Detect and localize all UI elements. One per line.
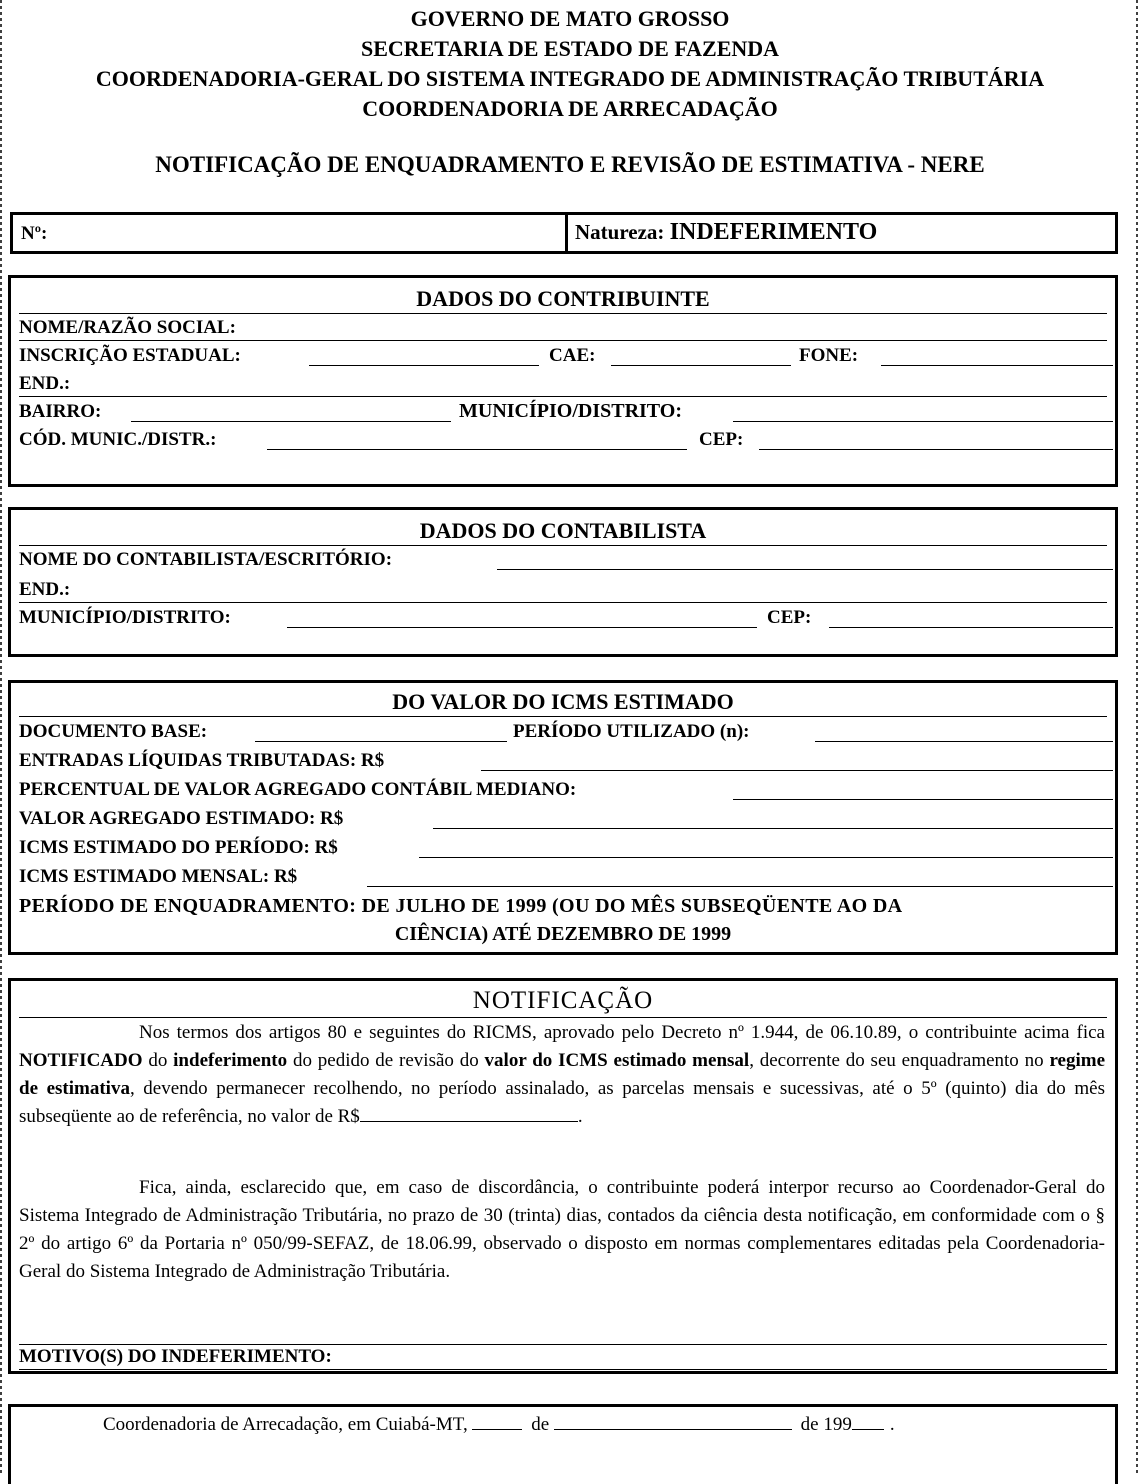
periodo-utilizado-label: PERÍODO UTILIZADO (n): <box>513 721 750 742</box>
contabilista-heading: DADOS DO CONTABILISTA <box>419 518 707 543</box>
number-field[interactable] <box>13 215 568 251</box>
motivo-label: MOTIVO(S) DO INDEFERIMENTO: <box>19 1346 332 1367</box>
municipio-label: MUNICÍPIO/DISTRITO: <box>459 400 682 422</box>
doc-base-row[interactable] <box>19 719 1107 744</box>
bairro-label: BAIRRO: <box>19 401 102 422</box>
icms-mensal-row[interactable] <box>19 864 1107 889</box>
header-line-4: COORDENADORIA DE ARRECADAÇÃO <box>362 96 778 121</box>
entradas-row[interactable] <box>19 748 1107 773</box>
number-label: Nº: <box>21 223 48 244</box>
footer-line <box>103 1413 895 1436</box>
footer-place: Coordenadoria de Arrecadação, em Cuiabá-MT, <box>103 1414 468 1435</box>
end-row[interactable] <box>19 371 1107 397</box>
icms-periodo-row[interactable] <box>19 835 1107 860</box>
contribuinte-section <box>8 275 1118 487</box>
header-line-1: GOVERNO DE MATO GROSSO <box>410 6 730 31</box>
cod-row[interactable] <box>19 427 1107 452</box>
contabilista-end-label: END.: <box>19 579 71 600</box>
cae-label: CAE: <box>549 345 596 366</box>
document-title: NOTIFICAÇÃO DE ENQUADRAMENTO E REVISÃO DE ESTIMATIVA - NERE <box>155 152 985 177</box>
month-blank[interactable] <box>554 1413 792 1430</box>
cep-label: CEP: <box>699 429 744 450</box>
valor-agregado-row[interactable] <box>19 806 1107 831</box>
icms-heading: DO VALOR DO ICMS ESTIMADO <box>392 689 734 714</box>
motivo-row[interactable] <box>19 1344 1107 1370</box>
nature-field <box>575 219 877 246</box>
icms-section <box>8 680 1118 955</box>
contabilista-municipio-label: MUNICÍPIO/DISTRITO: <box>19 607 231 628</box>
icms-mensal-label: ICMS ESTIMADO MENSAL: R$ <box>19 866 298 887</box>
inscricao-row[interactable] <box>19 343 1107 368</box>
fone-label: FONE: <box>799 345 859 366</box>
contabilista-section <box>8 507 1118 657</box>
end-label: END.: <box>19 373 71 394</box>
bairro-row[interactable] <box>19 399 1107 424</box>
icms-periodo-label: ICMS ESTIMADO DO PERÍODO: R$ <box>19 837 338 858</box>
doc-base-label: DOCUMENTO BASE: <box>19 721 208 742</box>
contabilista-end-row[interactable] <box>19 577 1107 603</box>
notificacao-paragraph-2: Fica, ainda, esclarecido que, em caso de discordância, o contribuinte poderá interpor recurso ao Coordenador-Geral do Sistema Integrado de Administração Tributária, no prazo de 30 (trinta) dias, contados da ciência desta notificação, em conformidade com o § 2º do artigo 6º da Portaria nº 050/99-SEFAZ, de 18.06.99, observado o disposto em normas complementares editadas pela Coordenadoria-Geral do Sistema Integrado de Administração Tributária. <box>19 1177 1105 1282</box>
header-line-2: SECRETARIA DE ESTADO DE FAZENDA <box>360 36 780 61</box>
notificacao-paragraph-1: Nos termos dos artigos 80 e seguintes do RICMS, aprovado pelo Decreto nº 1.944, de 06.10.89, o contribuinte acima fica NOTIFICADO do indeferimento do pedido de revisão do valor do ICMS estimado mensal, decorrente do seu enquadramento no regime de estimativa, devendo permanecer recolhendo, no período assinalado, as parcelas mensais e sucessivas, até o 5º (quinto) dia do mês subseqüente ao de referência, no valor de R$ . <box>19 1022 1105 1127</box>
footer-de-1: de <box>531 1414 550 1435</box>
enquadramento-line-2: CIÊNCIA) ATÉ DEZEMBRO DE 1999 <box>394 923 732 945</box>
inscricao-label: INSCRIÇÃO ESTADUAL: <box>19 345 241 366</box>
nature-label: Natureza: <box>575 220 665 244</box>
contabilista-nome-label: NOME DO CONTABILISTA/ESCRITÓRIO: <box>19 549 393 570</box>
contabilista-cep-label: CEP: <box>767 607 812 628</box>
number-nature-box <box>10 212 1118 254</box>
footer-de-2: de 199 <box>800 1414 852 1435</box>
day-blank[interactable] <box>472 1413 522 1430</box>
valor-agregado-label: VALOR AGREGADO ESTIMADO: R$ <box>19 808 344 829</box>
notificacao-section <box>8 978 1118 1374</box>
nome-row[interactable] <box>19 315 1107 341</box>
percentual-row[interactable] <box>19 777 1107 802</box>
contabilista-municipio-row[interactable] <box>19 605 1107 630</box>
footer-end: . <box>889 1414 895 1435</box>
notificacao-heading: NOTIFICAÇÃO <box>472 987 654 1014</box>
enquadramento-line-1: PERÍODO DE ENQUADRAMENTO: DE JULHO DE 1999 (OU DO MÊS SUBSEQÜENTE AO DA <box>19 895 903 917</box>
nome-label: NOME/RAZÃO SOCIAL: <box>19 317 236 338</box>
contribuinte-heading: DADOS DO CONTRIBUINTE <box>416 286 710 311</box>
year-blank[interactable] <box>852 1413 884 1430</box>
cod-label: CÓD. MUNIC./DISTR.: <box>19 429 217 450</box>
value-blank[interactable] <box>360 1103 578 1122</box>
nature-value: INDEFERIMENTO <box>669 219 878 245</box>
entradas-label: ENTRADAS LÍQUIDAS TRIBUTADAS: R$ <box>19 750 385 771</box>
footer-section <box>8 1404 1118 1484</box>
percentual-label: PERCENTUAL DE VALOR AGREGADO CONTÁBIL MEDIANO: <box>19 779 577 800</box>
contabilista-nome-row[interactable] <box>19 547 1107 572</box>
header-line-3: COORDENADORIA-GERAL DO SISTEMA INTEGRADO DE ADMINISTRAÇÃO TRIBUTÁRIA <box>95 66 1045 91</box>
